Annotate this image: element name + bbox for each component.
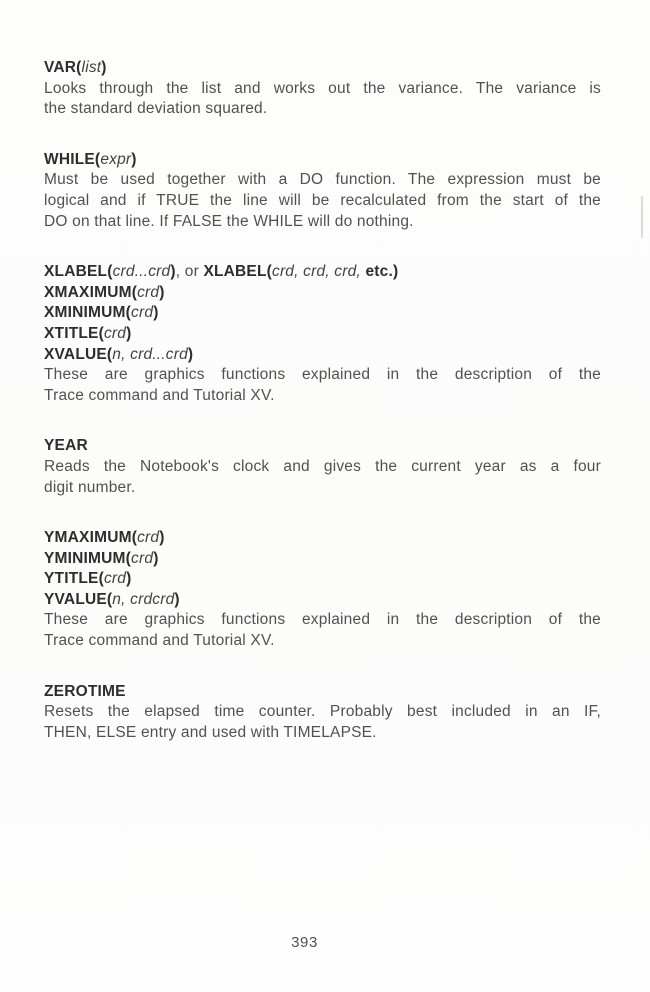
body-line: Must be used together with a DO function. The expression must be <box>44 171 601 189</box>
signature-segment: crd <box>131 304 154 322</box>
body-line: the standard deviation squared. <box>44 100 268 118</box>
signature-segment: crd <box>103 570 127 588</box>
signature-segment: ) <box>170 263 176 281</box>
function-entry-year <box>44 436 601 498</box>
signature-segment: crd, crd, crd, <box>272 263 366 281</box>
signature-segment: crd...crd <box>112 263 171 281</box>
signature-segment: n, crdcrd <box>112 590 175 608</box>
body-line: Resets the elapsed time counter. Probably best included in an IF, <box>44 703 601 721</box>
signature-segment: XMINIMUM( <box>44 304 132 322</box>
signature-segment: expr <box>100 150 132 168</box>
signature-segment: ) <box>153 304 159 322</box>
signature-segment: etc.) <box>365 263 399 281</box>
body-line: THEN, ELSE entry and used with TIMELAPSE. <box>44 723 377 741</box>
signature-segment: YVALUE( <box>44 590 113 608</box>
signature-segment: ) <box>187 345 194 363</box>
body-line: Trace command and Tutorial XV. <box>44 632 275 650</box>
function-description <box>44 702 601 743</box>
signature-segment: VAR( <box>44 59 82 76</box>
signature-segment: XMAXIMUM( <box>44 283 138 301</box>
function-signature <box>44 528 601 549</box>
signature-segment: XLABEL( <box>203 263 272 281</box>
signature-segment: , or <box>175 263 204 281</box>
function-entry-ygraphics <box>44 528 601 652</box>
signature-segment: ) <box>126 570 132 588</box>
function-description <box>44 79 601 120</box>
signature-segment: YTITLE( <box>44 570 104 588</box>
signature-segment: crd <box>137 529 160 547</box>
function-entry-var <box>44 58 601 120</box>
function-signature <box>44 58 601 79</box>
signature-segment: crd <box>103 324 127 342</box>
signature-segment: ) <box>126 324 132 342</box>
signature-segment: ) <box>174 590 180 608</box>
signature-segment: list <box>81 59 102 76</box>
signature-segment: YMAXIMUM( <box>44 529 138 547</box>
signature-segment: YMINIMUM( <box>44 549 132 567</box>
body-line: These are graphics functions explained in the description of the <box>44 611 601 629</box>
function-entry-xgraphics <box>44 262 601 406</box>
function-signature <box>44 262 601 283</box>
function-signature <box>44 549 601 570</box>
signature-segment: XTITLE( <box>44 324 104 342</box>
signature-segment: crd <box>137 283 160 301</box>
function-signature <box>44 283 601 304</box>
page-content <box>44 58 601 773</box>
function-entry-while <box>44 150 601 232</box>
signature-segment: XLABEL( <box>44 263 113 281</box>
body-line: DO on that line. If FALSE the WHILE will do nothing. <box>44 212 414 230</box>
body-line: digit number. <box>44 478 136 496</box>
body-line: Looks through the list and works out the variance. The variance is <box>44 79 601 97</box>
function-signature <box>44 303 601 324</box>
page-number: 393 <box>291 934 318 951</box>
function-signature <box>44 682 601 703</box>
function-signature <box>44 569 601 590</box>
signature-segment: ) <box>159 529 165 547</box>
function-description <box>44 365 601 406</box>
signature-segment: ) <box>159 283 165 301</box>
signature-segment: ) <box>101 59 107 76</box>
function-signature <box>44 324 601 345</box>
signature-segment: WHILE( <box>44 150 101 168</box>
function-description <box>44 457 601 498</box>
signature-segment: n, crd...crd <box>112 345 188 363</box>
signature-segment: XVALUE( <box>44 345 113 363</box>
function-signature <box>44 150 601 171</box>
function-signature <box>44 345 601 366</box>
signature-segment: ) <box>131 150 137 168</box>
function-description <box>44 610 601 651</box>
function-signature <box>44 436 601 457</box>
signature-segment: crd <box>131 549 154 567</box>
function-description <box>44 170 601 232</box>
body-line: Reads the Notebook's clock and gives the current year as a four <box>44 457 601 475</box>
body-line: Trace command and Tutorial XV. <box>44 386 275 404</box>
signature-segment: YEAR <box>44 437 88 455</box>
signature-segment: ) <box>153 549 159 567</box>
signature-segment: ZEROTIME <box>44 682 126 700</box>
body-line: logical and if TRUE the line will be recalculated from the start of the <box>44 191 601 209</box>
scan-artifact-mark <box>641 196 643 238</box>
body-line: These are graphics functions explained in the description of the <box>44 366 601 384</box>
function-signature <box>44 590 601 611</box>
function-entry-zerotime <box>44 682 601 744</box>
